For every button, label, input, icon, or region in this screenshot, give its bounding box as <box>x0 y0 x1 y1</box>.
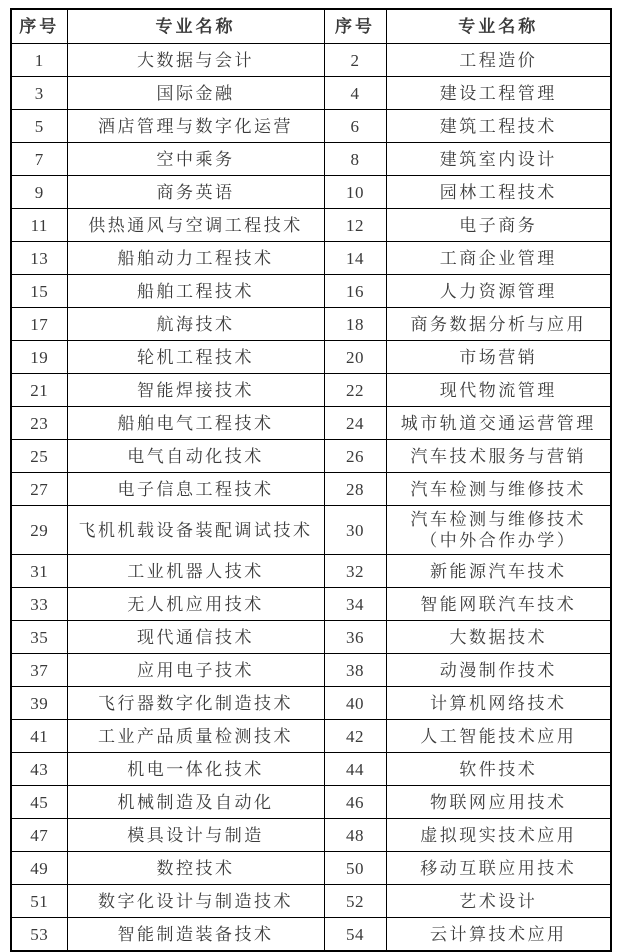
serial-number-cell: 48 <box>324 819 386 852</box>
serial-number-cell: 54 <box>324 918 386 952</box>
serial-number-cell: 38 <box>324 654 386 687</box>
serial-number-cell: 19 <box>11 341 67 374</box>
table-row <box>11 44 611 77</box>
table-row <box>11 720 611 753</box>
serial-number-cell: 23 <box>11 407 67 440</box>
serial-number-cell: 5 <box>11 110 67 143</box>
table-row <box>11 506 611 555</box>
table-row <box>11 654 611 687</box>
major-name-cell: 无人机应用技术 <box>67 588 324 621</box>
major-name-cell: 电子商务 <box>386 209 611 242</box>
major-name-cell: 大数据与会计 <box>67 44 324 77</box>
serial-number-cell: 2 <box>324 44 386 77</box>
major-name-cell: 应用电子技术 <box>67 654 324 687</box>
table-row <box>11 687 611 720</box>
serial-number-cell: 52 <box>324 885 386 918</box>
table-row <box>11 77 611 110</box>
serial-number-cell: 35 <box>11 621 67 654</box>
table-row <box>11 341 611 374</box>
serial-number-cell: 13 <box>11 242 67 275</box>
major-name-cell: 商务数据分析与应用 <box>386 308 611 341</box>
serial-number-cell: 20 <box>324 341 386 374</box>
major-name-cell: 汽车检测与维修技术 <box>386 473 611 506</box>
major-name-cell: 智能焊接技术 <box>67 374 324 407</box>
serial-number-cell: 16 <box>324 275 386 308</box>
serial-number-cell: 17 <box>11 308 67 341</box>
major-name-cell: 电子信息工程技术 <box>67 473 324 506</box>
serial-number-cell: 44 <box>324 753 386 786</box>
major-name-cell: 建筑室内设计 <box>386 143 611 176</box>
major-name-cell: 工业机器人技术 <box>67 555 324 588</box>
major-name-cell: 汽车技术服务与营销 <box>386 440 611 473</box>
serial-number-cell: 27 <box>11 473 67 506</box>
header-serial-number: 序号 <box>324 9 386 44</box>
serial-number-cell: 45 <box>11 786 67 819</box>
major-name-cell: 艺术设计 <box>386 885 611 918</box>
serial-number-cell: 15 <box>11 275 67 308</box>
serial-number-cell: 10 <box>324 176 386 209</box>
major-name-cell: 机电一体化技术 <box>67 753 324 786</box>
majors-table <box>10 8 612 952</box>
serial-number-cell: 42 <box>324 720 386 753</box>
table-header <box>11 9 611 44</box>
major-name-cell: 飞机机载设备装配调试技术 <box>67 506 324 555</box>
major-name-cell: 船舶工程技术 <box>67 275 324 308</box>
serial-number-cell: 36 <box>324 621 386 654</box>
major-name-cell: 轮机工程技术 <box>67 341 324 374</box>
table-row <box>11 621 611 654</box>
table-row <box>11 786 611 819</box>
serial-number-cell: 4 <box>324 77 386 110</box>
header-serial-number: 序号 <box>11 9 67 44</box>
header-major-name: 专业名称 <box>67 9 324 44</box>
table-row <box>11 407 611 440</box>
serial-number-cell: 32 <box>324 555 386 588</box>
major-name-cell: 国际金融 <box>67 77 324 110</box>
table-row <box>11 753 611 786</box>
serial-number-cell: 49 <box>11 852 67 885</box>
serial-number-cell: 41 <box>11 720 67 753</box>
serial-number-cell: 51 <box>11 885 67 918</box>
table-row <box>11 440 611 473</box>
major-name-cell: 虚拟现实技术应用 <box>386 819 611 852</box>
major-name-cell: 人力资源管理 <box>386 275 611 308</box>
serial-number-cell: 25 <box>11 440 67 473</box>
major-name-cell: 软件技术 <box>386 753 611 786</box>
major-name-cell: 工程造价 <box>386 44 611 77</box>
major-name-cell: 空中乘务 <box>67 143 324 176</box>
major-name-cell: 工商企业管理 <box>386 242 611 275</box>
major-name-cell: 电气自动化技术 <box>67 440 324 473</box>
major-name-cell: 机械制造及自动化 <box>67 786 324 819</box>
table-row <box>11 275 611 308</box>
table-row <box>11 473 611 506</box>
major-name-cell: 汽车检测与维修技术（中外合作办学） <box>386 506 611 555</box>
table-row <box>11 374 611 407</box>
major-name-cell: 商务英语 <box>67 176 324 209</box>
major-name-cell: 船舶电气工程技术 <box>67 407 324 440</box>
serial-number-cell: 34 <box>324 588 386 621</box>
major-name-cell: 智能网联汽车技术 <box>386 588 611 621</box>
major-name-cell: 云计算技术应用 <box>386 918 611 952</box>
table-row <box>11 209 611 242</box>
major-name-cell: 建筑工程技术 <box>386 110 611 143</box>
major-name-cell: 大数据技术 <box>386 621 611 654</box>
serial-number-cell: 3 <box>11 77 67 110</box>
major-name-cell: 酒店管理与数字化运营 <box>67 110 324 143</box>
table-row <box>11 308 611 341</box>
serial-number-cell: 18 <box>324 308 386 341</box>
serial-number-cell: 8 <box>324 143 386 176</box>
table-row <box>11 110 611 143</box>
major-name-cell: 飞行器数字化制造技术 <box>67 687 324 720</box>
serial-number-cell: 11 <box>11 209 67 242</box>
major-name-cell: 工业产品质量检测技术 <box>67 720 324 753</box>
table-row <box>11 242 611 275</box>
major-name-cell: 动漫制作技术 <box>386 654 611 687</box>
major-name-cell: 模具设计与制造 <box>67 819 324 852</box>
serial-number-cell: 9 <box>11 176 67 209</box>
serial-number-cell: 12 <box>324 209 386 242</box>
serial-number-cell: 14 <box>324 242 386 275</box>
serial-number-cell: 50 <box>324 852 386 885</box>
table-row <box>11 555 611 588</box>
serial-number-cell: 26 <box>324 440 386 473</box>
major-name-cell: 物联网应用技术 <box>386 786 611 819</box>
serial-number-cell: 40 <box>324 687 386 720</box>
table-body <box>11 44 611 952</box>
major-name-cell: 现代物流管理 <box>386 374 611 407</box>
major-name-cell: 建设工程管理 <box>386 77 611 110</box>
major-name-cell: 数字化设计与制造技术 <box>67 885 324 918</box>
table-row <box>11 588 611 621</box>
serial-number-cell: 28 <box>324 473 386 506</box>
header-major-name: 专业名称 <box>386 9 611 44</box>
serial-number-cell: 22 <box>324 374 386 407</box>
major-name-cell: 城市轨道交通运营管理 <box>386 407 611 440</box>
major-name-cell: 数控技术 <box>67 852 324 885</box>
serial-number-cell: 29 <box>11 506 67 555</box>
major-name-cell: 移动互联应用技术 <box>386 852 611 885</box>
major-name-cell: 航海技术 <box>67 308 324 341</box>
major-name-cell: 智能制造装备技术 <box>67 918 324 952</box>
serial-number-cell: 30 <box>324 506 386 555</box>
serial-number-cell: 33 <box>11 588 67 621</box>
table-row <box>11 176 611 209</box>
major-name-cell: 园林工程技术 <box>386 176 611 209</box>
major-name-cell: 计算机网络技术 <box>386 687 611 720</box>
major-name-cell: 供热通风与空调工程技术 <box>67 209 324 242</box>
serial-number-cell: 43 <box>11 753 67 786</box>
serial-number-cell: 37 <box>11 654 67 687</box>
table-row <box>11 852 611 885</box>
serial-number-cell: 24 <box>324 407 386 440</box>
serial-number-cell: 7 <box>11 143 67 176</box>
major-name-cell: 市场营销 <box>386 341 611 374</box>
table-header-row <box>11 9 611 44</box>
serial-number-cell: 31 <box>11 555 67 588</box>
major-name-cell: 船舶动力工程技术 <box>67 242 324 275</box>
major-name-cell: 人工智能技术应用 <box>386 720 611 753</box>
serial-number-cell: 53 <box>11 918 67 952</box>
table-row <box>11 819 611 852</box>
serial-number-cell: 6 <box>324 110 386 143</box>
serial-number-cell: 39 <box>11 687 67 720</box>
serial-number-cell: 47 <box>11 819 67 852</box>
serial-number-cell: 1 <box>11 44 67 77</box>
major-name-cell: 新能源汽车技术 <box>386 555 611 588</box>
serial-number-cell: 21 <box>11 374 67 407</box>
table-row <box>11 918 611 952</box>
serial-number-cell: 46 <box>324 786 386 819</box>
major-name-cell: 现代通信技术 <box>67 621 324 654</box>
table-row <box>11 143 611 176</box>
